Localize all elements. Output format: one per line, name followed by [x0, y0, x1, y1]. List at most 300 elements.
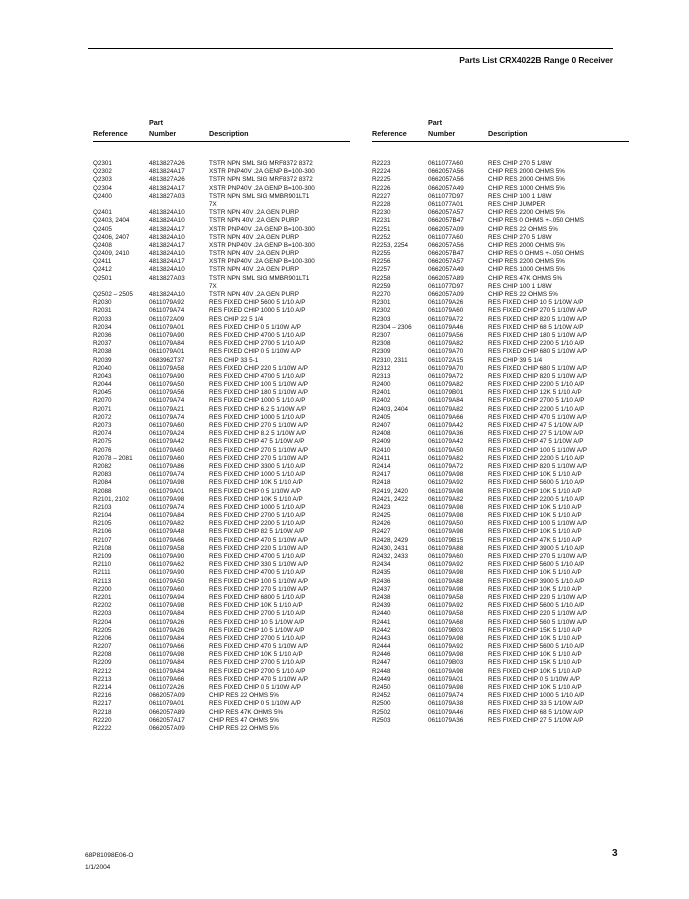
table-row — [372, 463, 629, 471]
table-row — [93, 406, 350, 414]
reference-cell: Q2304 — [93, 184, 112, 192]
description-cell: TSTR NPN SML SIG MMBR901LT1 — [209, 192, 310, 200]
reference-cell: R2309 — [372, 348, 391, 356]
reference-cell: R2255 — [372, 250, 391, 258]
table-row — [93, 528, 350, 536]
description-cell: RES FIXED CHIP 2700 5 1/10 A/P — [209, 340, 306, 348]
description-cell: CHIP RES 0 OHMS +-.050 OHMS — [488, 217, 584, 225]
description-cell: RES FIXED CHIP 2200 5 1/10 A/P — [488, 454, 585, 462]
table-row — [372, 397, 629, 405]
table-row — [372, 504, 629, 512]
part-number-cell: 0611079A38 — [428, 700, 464, 708]
header-rule — [372, 141, 629, 142]
reference-cell: R2440 — [372, 610, 391, 618]
table-row — [93, 504, 350, 512]
table-row — [372, 275, 629, 283]
table-row — [372, 381, 629, 389]
rows-right — [372, 160, 629, 725]
description-cell: RES FIXED CHIP 220 5 1/10W A/P — [488, 593, 587, 601]
reference-cell: R2410 — [372, 446, 391, 454]
description-cell: RES FIXED CHIP 330 5 1/10W A/P — [209, 561, 308, 569]
part-number-cell: 0611079A92 — [428, 561, 464, 569]
footer-left — [85, 850, 133, 874]
reference-cell: R2257 — [372, 266, 391, 274]
reference-cell: R2258 — [372, 274, 391, 282]
reference-cell: Q2302 — [93, 168, 112, 176]
doc-date: 1/1/2004 — [85, 864, 111, 871]
part-number-cell: 0611079A98 — [149, 495, 185, 503]
part-number-cell: 0611079A98 — [428, 528, 464, 536]
part-number-cell: 0662057A09 — [149, 724, 185, 732]
table-row — [93, 438, 350, 446]
table-row — [93, 430, 350, 438]
table-row — [372, 717, 629, 725]
table-row — [93, 545, 350, 553]
part-number-cell: 0611077D97 — [428, 282, 464, 290]
reference-cell: Q2408 — [93, 241, 112, 249]
description-cell: RES FIXED CHIP 33 5 1/10W A/P — [488, 700, 584, 708]
table-row — [372, 201, 629, 209]
part-number-cell: 0611079B03 — [428, 626, 464, 634]
reference-cell: R2203 — [93, 610, 112, 618]
part-number-cell: 0611079A42 — [428, 438, 464, 446]
reference-cell: R2270 — [372, 291, 391, 298]
description-cell: XSTR PNP40V .2A GENP B=100-300 — [209, 225, 315, 233]
reference-cell: R2427 — [372, 528, 391, 536]
description-cell: RES FIXED CHIP 47 5 1/10W A/P — [488, 422, 584, 429]
table-row — [372, 332, 629, 340]
reference-cell: R2070 — [93, 397, 112, 405]
reference-cell: R2301 — [372, 299, 391, 307]
description-header: Description — [488, 129, 528, 138]
reference-cell: R2307 — [372, 331, 391, 339]
table-row — [372, 537, 629, 545]
part-number-cell: 4813827A03 — [149, 192, 185, 200]
description-cell: RES FIXED CHIP 1000 5 1/10 A/P — [209, 413, 306, 421]
description-cell: RES FIXED CHIP 270 5 1/10W A/P — [209, 454, 308, 462]
part-number-cell: 4813824A10 — [149, 233, 185, 241]
table-row — [93, 717, 350, 725]
table-row — [93, 553, 350, 561]
reference-cell: R2452 — [372, 692, 391, 700]
part-header-line2: Number — [149, 129, 177, 138]
reference-cell: R2083 — [93, 471, 112, 479]
part-number-cell: 0611079A94 — [149, 593, 185, 601]
part-number-cell: 0611079A74 — [149, 413, 185, 421]
reference-cell: R2312 — [372, 364, 391, 372]
reference-cell: Q2406, 2407 — [93, 233, 130, 241]
part-number-cell: 0611079A82 — [428, 495, 464, 503]
description-cell: RES FIXED CHIP 8.2 5 1/10W A/P — [209, 430, 307, 438]
reference-cell: R2045 — [93, 389, 112, 397]
reference-header: Reference — [93, 129, 128, 138]
description-cell: RES FIXED CHIP 5600 5 1/10 A/P — [209, 299, 306, 307]
table-row — [93, 283, 350, 291]
reference-cell: Q2411 — [93, 258, 112, 266]
reference-cell: Q2403, 2404 — [93, 217, 130, 225]
table-row — [93, 381, 350, 389]
reference-cell: R2223 — [372, 160, 391, 167]
description-cell: RES FIXED CHIP 0 5 1/10W A/P — [209, 684, 301, 691]
description-cell: RES FIXED CHIP 1000 5 1/10 A/P — [209, 471, 306, 479]
table-row — [93, 226, 350, 234]
reference-cell: R2202 — [93, 602, 112, 610]
description-cell: RES FIXED CHIP 6800 5 1/10 A/P — [209, 593, 306, 601]
description-cell: RES CHIP 33 5-1 — [209, 356, 259, 364]
description-cell: RES FIXED CHIP 0 5 1/10W A/P — [488, 675, 580, 683]
description-cell: RES FIXED CHIP 270 5 1/10W A/P — [488, 307, 587, 315]
reference-cell: R2441 — [372, 618, 391, 626]
table-row — [372, 594, 629, 602]
part-number-cell: 0662057A89 — [149, 708, 185, 716]
table-row — [93, 242, 350, 250]
reference-cell: R2411 — [372, 454, 391, 462]
reference-cell: Q2400 — [93, 192, 112, 200]
part-number-cell: 0611079A50 — [428, 446, 464, 454]
reference-cell: R2428, 2429 — [372, 536, 409, 544]
table-row — [93, 291, 350, 299]
table-row — [372, 553, 629, 561]
doc-number: 68P81098E06-O — [85, 852, 134, 859]
description-cell: XSTR PNP40V .2A GENP B=100-300 — [209, 168, 315, 176]
description-cell: RES FIXED CHIP 10K 5 1/10 A/P — [488, 667, 582, 675]
description-cell: RES FIXED CHIP 180 5 1/10W A/P — [488, 331, 587, 339]
part-number-cell: 4813824A10 — [149, 250, 185, 258]
description-cell: RES FIXED CHIP 15K 5 1/10 A/P — [488, 626, 582, 634]
description-cell: RES CHIP 270 5 1/8W — [488, 233, 552, 241]
description-cell: RES FIXED CHIP 10K 5 1/10 A/P — [209, 602, 303, 610]
table-row — [93, 635, 350, 643]
description-cell: RES FIXED CHIP 270 5 1/10W A/P — [488, 553, 587, 560]
description-cell: 7X — [209, 200, 217, 208]
table-row — [93, 676, 350, 684]
description-cell: RES FIXED CHIP 5600 5 1/10 A/P — [488, 602, 585, 610]
table-row — [372, 692, 629, 700]
description-cell: RES FIXED CHIP 10K 5 1/10 A/P — [488, 528, 582, 536]
part-number-cell: 0611079A56 — [149, 389, 185, 397]
table-row — [93, 668, 350, 676]
part-number-cell: 0611079A74 — [149, 503, 185, 511]
table-row — [372, 291, 629, 299]
part-number-cell: 0611079A74 — [428, 692, 464, 700]
reference-cell: Q2301 — [93, 160, 112, 167]
description-cell: CHIP RES 47K OHMS 5% — [488, 274, 563, 282]
reference-cell: Q2401 — [93, 209, 112, 217]
table-row — [93, 217, 350, 225]
description-cell: RES FIXED CHIP 680 5 1/10W A/P — [488, 364, 587, 372]
reference-cell: R2449 — [372, 675, 391, 683]
description-cell: TSTR NPN 40V .2A GEN PURP — [209, 209, 299, 217]
table-row — [372, 659, 629, 667]
part-number-cell: 0611077A60 — [428, 160, 464, 167]
description-cell: CHIP RES 0 OHMS +-.050 OHMS — [488, 250, 584, 258]
reference-cell: R2101, 2102 — [93, 495, 130, 503]
reference-cell: R2443 — [372, 634, 391, 642]
description-cell: RES FIXED CHIP 220 5 1/10W A/P — [209, 544, 308, 552]
table-row — [93, 185, 350, 193]
reference-cell: R2418 — [372, 479, 391, 487]
table-row — [93, 307, 350, 315]
part-number-cell: 0611072A15 — [428, 356, 464, 364]
description-cell: RES FIXED CHIP 470 5 1/10W A/P — [209, 536, 308, 544]
part-number-cell: 0611079A56 — [428, 331, 464, 339]
table-row — [93, 561, 350, 569]
reference-cell: Q2501 — [93, 274, 112, 282]
part-number-cell: 4813824A10 — [149, 217, 185, 225]
part-number-cell: 0611079A26 — [149, 626, 185, 634]
reference-cell: R2212 — [93, 667, 112, 675]
reference-cell: R2108 — [93, 544, 112, 552]
table-row — [93, 193, 350, 201]
description-cell: TSTR NPN 40V .2A GEN PURP — [209, 291, 299, 298]
reference-cell: R2502 — [372, 708, 391, 716]
reference-cell: R2447 — [372, 659, 391, 667]
part-number-cell: 0611079A84 — [149, 667, 185, 675]
reference-cell: R2113 — [93, 577, 112, 585]
table-row — [372, 430, 629, 438]
reference-cell: R2426 — [372, 520, 391, 528]
part-number-cell: 0611079A48 — [149, 528, 185, 536]
reference-cell: R2078 – 2081 — [93, 454, 133, 462]
table-row — [93, 578, 350, 586]
reference-cell: R2253, 2254 — [372, 241, 409, 249]
description-cell: RES FIXED CHIP 0 5 1/10W A/P — [209, 348, 301, 356]
table-row — [93, 512, 350, 520]
reference-cell: R2034 — [93, 323, 112, 331]
part-number-cell: 0611079A92 — [428, 479, 464, 487]
table-row — [372, 234, 629, 242]
description-cell: RES FIXED CHIP 100 5 1/10W A/P — [209, 381, 308, 389]
table-row — [372, 340, 629, 348]
table-row — [372, 242, 629, 250]
part-header-line1: Part — [149, 118, 163, 127]
description-cell: RES FIXED CHIP 3300 5 1/10 A/P — [209, 462, 306, 470]
table-row — [93, 447, 350, 455]
part-number-cell: 0611079A58 — [428, 593, 464, 601]
table-row — [372, 176, 629, 184]
part-number-cell: 0611079B01 — [428, 389, 464, 397]
part-number-cell: 0611079A36 — [428, 716, 464, 724]
table-row — [93, 488, 350, 496]
table-row — [93, 348, 350, 356]
table-row — [93, 643, 350, 651]
reference-cell: R2432, 2433 — [372, 553, 409, 560]
reference-cell: R2302 — [372, 307, 391, 315]
description-cell: RES FIXED CHIP 2700 5 1/10 A/P — [209, 634, 306, 642]
table-header — [93, 117, 350, 139]
description-cell: RES FIXED CHIP 680 5 1/10W A/P — [488, 348, 587, 356]
reference-cell: R2438 — [372, 593, 391, 601]
description-cell: RES FIXED CHIP 15K 5 1/10 A/P — [488, 659, 582, 667]
part-number-cell: 4813824A10 — [149, 209, 185, 217]
table-row — [372, 610, 629, 618]
description-cell: TSTR NPN 40V .2A GEN PURP — [209, 250, 299, 258]
table-row — [372, 193, 629, 201]
reference-cell: R2405 — [372, 413, 391, 421]
description-cell: RES FIXED CHIP 100 5 1/10W A/P — [488, 520, 587, 528]
description-cell: RES FIXED CHIP 10K 5 1/10 A/P — [488, 651, 582, 659]
part-number-cell: 0611079A60 — [149, 422, 185, 429]
reference-cell: R2076 — [93, 446, 112, 454]
description-cell: TSTR NPN SML SIG MRF8372 8372 — [209, 176, 313, 184]
reference-cell: R2227 — [372, 192, 391, 200]
reference-cell: R2201 — [93, 593, 112, 601]
reference-cell: R2401 — [372, 389, 391, 397]
table-row — [93, 651, 350, 659]
reference-cell: R2214 — [93, 684, 112, 691]
part-number-cell: 0611077A01 — [428, 200, 464, 208]
description-cell: CHIP RES 1000 OHMS 5% — [488, 184, 565, 192]
part-number-cell: 0662057A56 — [428, 241, 464, 249]
reference-cell: R2209 — [93, 659, 112, 667]
part-number-cell: 0611079A21 — [149, 405, 185, 413]
part-number-cell: 0611079A74 — [149, 397, 185, 405]
table-row — [372, 373, 629, 381]
table-row — [93, 471, 350, 479]
reference-cell: R2259 — [372, 282, 391, 290]
description-cell: RES FIXED CHIP 820 5 1/10W A/P — [488, 315, 587, 323]
table-row — [372, 586, 629, 594]
description-cell: RES FIXED CHIP 47 5 1/10W A/P — [488, 438, 584, 446]
part-number-cell: 4813824A10 — [149, 291, 185, 298]
reference-cell: R2033 — [93, 315, 112, 323]
table-row — [372, 447, 629, 455]
part-header-line2: Number — [428, 129, 456, 138]
reference-cell: R2304 – 2306 — [372, 323, 412, 331]
part-number-cell: 0611079A60 — [149, 454, 185, 462]
description-cell: RES FIXED CHIP 68 5 1/10W A/P — [488, 708, 584, 716]
table-row — [372, 528, 629, 536]
reference-cell: R2308 — [372, 340, 391, 348]
part-number-cell: 0611079A58 — [149, 364, 185, 372]
reference-cell: Q2409, 2410 — [93, 250, 130, 258]
part-number-cell: 0662057B47 — [428, 217, 464, 225]
table-row — [372, 602, 629, 610]
description-cell: RES FIXED CHIP 100 5 1/10W A/P — [488, 446, 587, 454]
description-cell: RES FIXED CHIP 10K 5 1/10 A/P — [209, 479, 303, 487]
table-row — [372, 389, 629, 397]
part-number-cell: 0611079A90 — [149, 331, 185, 339]
table-row — [372, 635, 629, 643]
part-number-cell: 0611079A92 — [428, 602, 464, 610]
description-cell: RES FIXED CHIP 220 5 1/10W A/P — [488, 610, 587, 618]
reference-cell: R2208 — [93, 651, 112, 659]
reference-cell: R2419, 2420 — [372, 487, 409, 495]
part-number-cell: 0611079A50 — [149, 381, 185, 389]
table-row — [372, 258, 629, 266]
description-cell: XSTR PNP40V .2A GENP B=100-300 — [209, 184, 315, 192]
description-cell: RES FIXED CHIP 270 5 1/10W A/P — [209, 422, 308, 429]
reference-cell: R2407 — [372, 422, 391, 429]
part-number-cell: 0662057A57 — [428, 209, 464, 217]
reference-cell: R2402 — [372, 397, 391, 405]
part-number-cell: 0611079A62 — [149, 561, 185, 569]
description-cell: RES CHIP JUMPER — [488, 200, 546, 208]
part-number-cell: 0662057A09 — [149, 692, 185, 700]
table-row — [372, 496, 629, 504]
part-number-cell: 0611079A74 — [149, 307, 185, 315]
description-cell: RES FIXED CHIP 3900 5 1/10 A/P — [488, 577, 585, 585]
part-number-cell: 0611079A42 — [428, 422, 464, 429]
table-row — [372, 471, 629, 479]
part-number-cell: 0662057A89 — [428, 274, 464, 282]
reference-cell: R2213 — [93, 675, 112, 683]
part-number-cell: 0611079A74 — [149, 471, 185, 479]
description-cell: RES FIXED CHIP 10K 5 1/10 A/P — [488, 503, 582, 511]
reference-cell: R2103 — [93, 503, 112, 511]
description-cell: TSTR NPN 40V .2A GEN PURP — [209, 266, 299, 274]
table-row — [372, 578, 629, 586]
table-row — [93, 520, 350, 528]
description-cell: XSTR PNP40V .2A GENP B=100-300 — [209, 258, 315, 266]
reference-cell: R2414 — [372, 462, 391, 470]
part-number-cell: 0611079A82 — [428, 405, 464, 413]
table-row — [93, 594, 350, 602]
table-row — [372, 160, 629, 168]
part-number-cell: 0611079A82 — [428, 454, 464, 462]
table-row — [93, 332, 350, 340]
reference-cell: R2230 — [372, 209, 391, 217]
description-cell: RES FIXED CHIP 4700 5 1/10 A/P — [209, 372, 306, 380]
table-row — [372, 168, 629, 176]
description-cell: RES CHIP 39 5 1/4 — [488, 356, 543, 364]
table-row — [93, 201, 350, 209]
part-number-cell: 0611079A66 — [149, 675, 185, 683]
description-cell: 7X — [209, 282, 217, 290]
reference-cell: R2107 — [93, 536, 112, 544]
part-number-cell: 0662057A56 — [428, 168, 464, 176]
table-row — [372, 700, 629, 708]
table-row — [372, 422, 629, 430]
description-cell: RES FIXED CHIP 820 5 1/10W A/P — [488, 372, 587, 380]
table-row — [372, 414, 629, 422]
description-cell: CHIP RES 2200 OHMS 5% — [488, 209, 565, 217]
reference-cell: R2444 — [372, 643, 391, 651]
part-number-cell: 0611077D97 — [428, 192, 464, 200]
part-number-cell: 0611079A98 — [428, 634, 464, 642]
part-number-cell: 0611077A60 — [428, 233, 464, 241]
part-number-cell: 4813827A26 — [149, 176, 185, 184]
reference-cell: R2030 — [93, 299, 112, 307]
description-cell: RES FIXED CHIP 2200 5 1/10 A/P — [488, 381, 585, 389]
table-row — [93, 586, 350, 594]
table-row — [93, 496, 350, 504]
part-number-cell: 0611079A70 — [428, 348, 464, 356]
reference-cell: R2417 — [372, 471, 391, 479]
table-row — [93, 275, 350, 283]
table-row — [93, 692, 350, 700]
reference-cell: Q2412 — [93, 266, 112, 274]
part-number-cell: 0611079A50 — [428, 520, 464, 528]
table-row — [93, 357, 350, 365]
table-row — [372, 627, 629, 635]
part-number-cell: 0611079A98 — [149, 602, 185, 610]
table-header — [372, 117, 629, 139]
description-cell: RES FIXED CHIP 2200 5 1/10 A/P — [488, 405, 585, 413]
part-number-cell: 0611079A84 — [428, 397, 464, 405]
header-rule — [93, 141, 350, 142]
description-cell: RES FIXED CHIP 10K 5 1/10 A/P — [488, 487, 582, 495]
reference-cell: R2218 — [93, 708, 112, 716]
part-number-cell: 0611079A84 — [149, 512, 185, 520]
description-cell: RES FIXED CHIP 10 5 1/10W A/P — [209, 618, 305, 626]
reference-cell: R2448 — [372, 667, 391, 675]
part-number-cell: 0611079A90 — [149, 553, 185, 560]
reference-cell: R2252 — [372, 233, 391, 241]
part-number-cell: 0611072A09 — [149, 315, 185, 323]
part-number-cell: 0662057B47 — [428, 250, 464, 258]
part-number-cell: 0611079A46 — [428, 708, 464, 716]
